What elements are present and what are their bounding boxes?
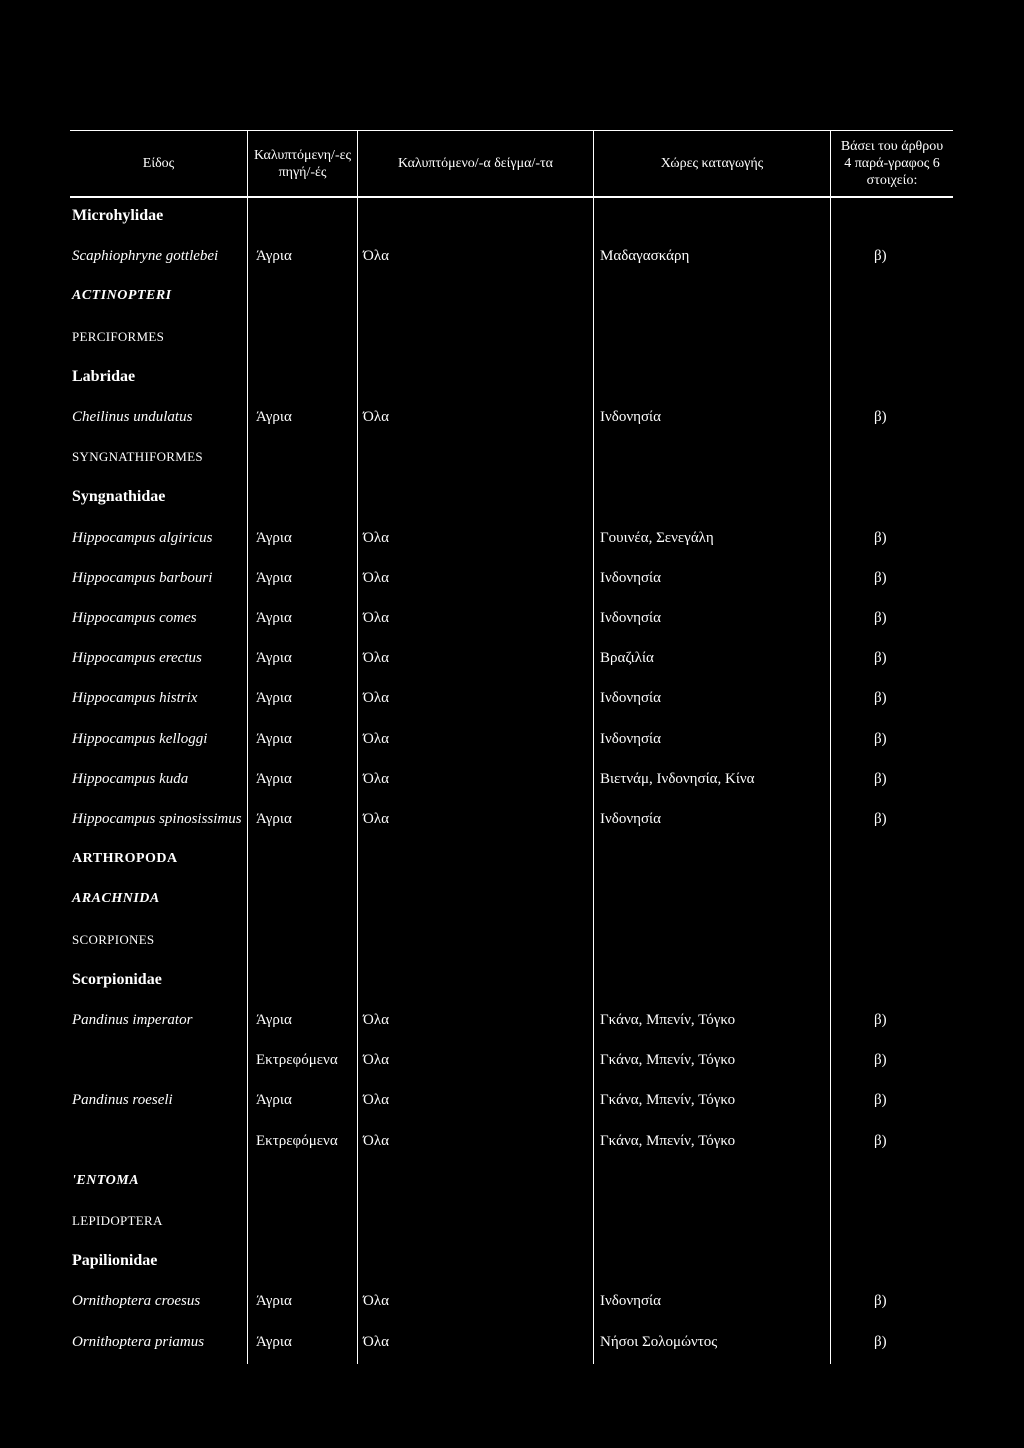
basis-cell: β) [874, 650, 887, 667]
countries-cell: Βιετνάμ, Ινδονησία, Κίνα [600, 770, 755, 787]
basis-cell: β) [874, 811, 887, 827]
basis-cell: β) [874, 1012, 887, 1028]
table-row [0, 598, 1024, 638]
basis-cell: β) [874, 248, 887, 265]
source-cell: Εκτρεφόμενα [256, 1132, 338, 1149]
table-row [0, 638, 1024, 678]
specimens-cell: Όλα [363, 770, 389, 787]
taxon-heading-row [0, 357, 1024, 397]
table-row [0, 558, 1024, 598]
countries-cell: Ινδονησία [600, 730, 661, 747]
source-cell: Εκτρεφόμενα [256, 1052, 338, 1069]
taxon-heading-row [0, 920, 1024, 960]
source-cell: Άγρια [256, 1092, 292, 1109]
taxon-heading-row [0, 477, 1024, 517]
basis-cell: β) [874, 409, 887, 425]
species-name: Hippocampus algiricus [72, 529, 213, 546]
table-row [0, 236, 1024, 276]
countries-cell: Ινδονησία [600, 811, 661, 827]
specimens-cell: Όλα [363, 248, 389, 265]
header-source: Καλυπτόμενη/-ες πηγή/-ές [253, 147, 352, 180]
specimens-cell: Όλα [363, 529, 389, 546]
table-row [0, 1000, 1024, 1040]
family-heading: Labridae [72, 367, 136, 385]
specimens-cell: Όλα [363, 650, 389, 667]
species-name: Hippocampus comes [72, 610, 197, 626]
table-row [0, 518, 1024, 558]
basis-cell: β) [874, 529, 887, 546]
header-basis: Βάσει του άρθρου 4 παρά-γραφος 6 στοιχείο: [840, 139, 944, 188]
countries-cell: Γκάνα, Μπενίν, Τόγκο [600, 1012, 736, 1028]
basis-cell: β) [874, 1052, 887, 1069]
species-name: Pandinus imperator [72, 1012, 193, 1028]
family-heading: Syngnathidae [72, 488, 166, 506]
countries-cell: Γκάνα, Μπενίν, Τόγκο [600, 1052, 736, 1069]
table-row [0, 1080, 1024, 1120]
species-name: Pandinus roeseli [72, 1092, 173, 1109]
table-row [0, 719, 1024, 759]
order-heading: LEPIDOPTERA [72, 1213, 163, 1228]
basis-cell: β) [874, 610, 887, 626]
header-countries: Χώρες καταγωγής [660, 156, 764, 171]
specimens-cell: Όλα [363, 409, 389, 425]
source-cell: Άγρια [256, 690, 292, 707]
source-cell: Άγρια [256, 1293, 292, 1310]
taxon-heading-row [0, 437, 1024, 477]
species-name: Hippocampus spinosissimus [72, 811, 242, 827]
species-name: Hippocampus barbouri [72, 569, 213, 586]
taxon-heading-row [0, 1201, 1024, 1241]
source-cell: Άγρια [256, 529, 292, 546]
specimens-cell: Όλα [363, 730, 389, 747]
specimens-cell: Όλα [363, 1092, 389, 1109]
countries-cell: Μαδαγασκάρη [600, 248, 690, 265]
basis-cell: β) [874, 770, 887, 787]
phylum-heading: ARTHROPODA [72, 851, 178, 867]
countries-cell: Ινδονησία [600, 690, 661, 707]
countries-cell: Ινδονησία [600, 569, 661, 586]
source-cell: Άγρια [256, 409, 292, 425]
class-heading: ARACHNIDA [72, 891, 160, 907]
specimens-cell: Όλα [363, 690, 389, 707]
specimens-cell: Όλα [363, 1333, 389, 1350]
source-cell: Άγρια [256, 1333, 292, 1350]
family-heading: Microhylidae [72, 207, 164, 224]
table-row [0, 397, 1024, 437]
family-heading: Scorpionidae [72, 970, 162, 988]
taxon-heading-row [0, 196, 1024, 236]
species-name: Hippocampus erectus [72, 650, 202, 667]
countries-cell: Ινδονησία [600, 610, 661, 626]
countries-cell: Γκάνα, Μπενίν, Τόγκο [600, 1092, 736, 1109]
class-heading: ACTINOPTERI [72, 288, 172, 304]
specimens-cell: Όλα [363, 1012, 389, 1028]
taxon-heading-row [0, 960, 1024, 1000]
order-heading: SCORPIONES [72, 931, 155, 947]
order-heading: PERCIFORMES [72, 328, 165, 344]
taxon-heading-row [0, 276, 1024, 316]
countries-cell: Ινδονησία [600, 409, 661, 425]
table-row [0, 1121, 1024, 1161]
countries-cell: Νήσοι Σολομώντος [600, 1333, 718, 1350]
specimens-cell: Όλα [363, 1293, 389, 1310]
table-row [0, 678, 1024, 718]
specimens-cell: Όλα [363, 610, 389, 626]
source-cell: Άγρια [256, 610, 292, 626]
basis-cell: β) [874, 1092, 887, 1109]
source-cell: Άγρια [256, 811, 292, 827]
source-cell: Άγρια [256, 650, 292, 667]
countries-cell: Γουινέα, Σενεγάλη [600, 529, 714, 546]
species-name: Cheilinus undulatus [72, 409, 193, 425]
source-cell: Άγρια [256, 730, 292, 747]
table-row [0, 1281, 1024, 1321]
source-cell: Άγρια [256, 770, 292, 787]
specimens-cell: Όλα [363, 569, 389, 586]
basis-cell: β) [874, 690, 887, 707]
species-name: Hippocampus kelloggi [72, 730, 208, 747]
countries-cell: Βραζιλία [600, 650, 654, 667]
basis-cell: β) [874, 1333, 887, 1350]
taxon-heading-row [0, 879, 1024, 919]
species-name: Ornithoptera priamus [72, 1333, 205, 1350]
species-name: Ornithoptera croesus [72, 1293, 201, 1310]
order-heading: SYNGNATHIFORMES [72, 449, 203, 465]
basis-cell: β) [874, 730, 887, 747]
table-row [0, 1322, 1024, 1362]
source-cell: Άγρια [256, 1012, 292, 1028]
countries-cell: Ινδονησία [600, 1293, 661, 1310]
class-heading: 'ΕΝΤΟΜΑ [72, 1172, 140, 1188]
specimens-cell: Όλα [363, 1052, 389, 1069]
countries-cell: Γκάνα, Μπενίν, Τόγκο [600, 1132, 736, 1149]
species-name: Hippocampus histrix [72, 690, 198, 707]
taxon-heading-row [0, 839, 1024, 879]
taxon-heading-row [0, 317, 1024, 357]
table-row [0, 1040, 1024, 1080]
species-name: Scaphiophryne gottlebei [72, 248, 219, 265]
source-cell: Άγρια [256, 569, 292, 586]
header-specimens: Καλυπτόμενο/-α δείγμα/-τα [398, 156, 553, 171]
taxon-heading-row [0, 1241, 1024, 1281]
table-row [0, 799, 1024, 839]
header-species: Είδος [142, 156, 175, 171]
specimens-cell: Όλα [363, 811, 389, 827]
species-name: Hippocampus kuda [72, 770, 189, 787]
basis-cell: β) [874, 1132, 887, 1149]
specimens-cell: Όλα [363, 1132, 389, 1149]
table-row [0, 759, 1024, 799]
taxon-heading-row [0, 1161, 1024, 1201]
basis-cell: β) [874, 569, 887, 586]
family-heading: Papilionidae [72, 1252, 158, 1270]
basis-cell: β) [874, 1293, 887, 1310]
source-cell: Άγρια [256, 248, 292, 265]
